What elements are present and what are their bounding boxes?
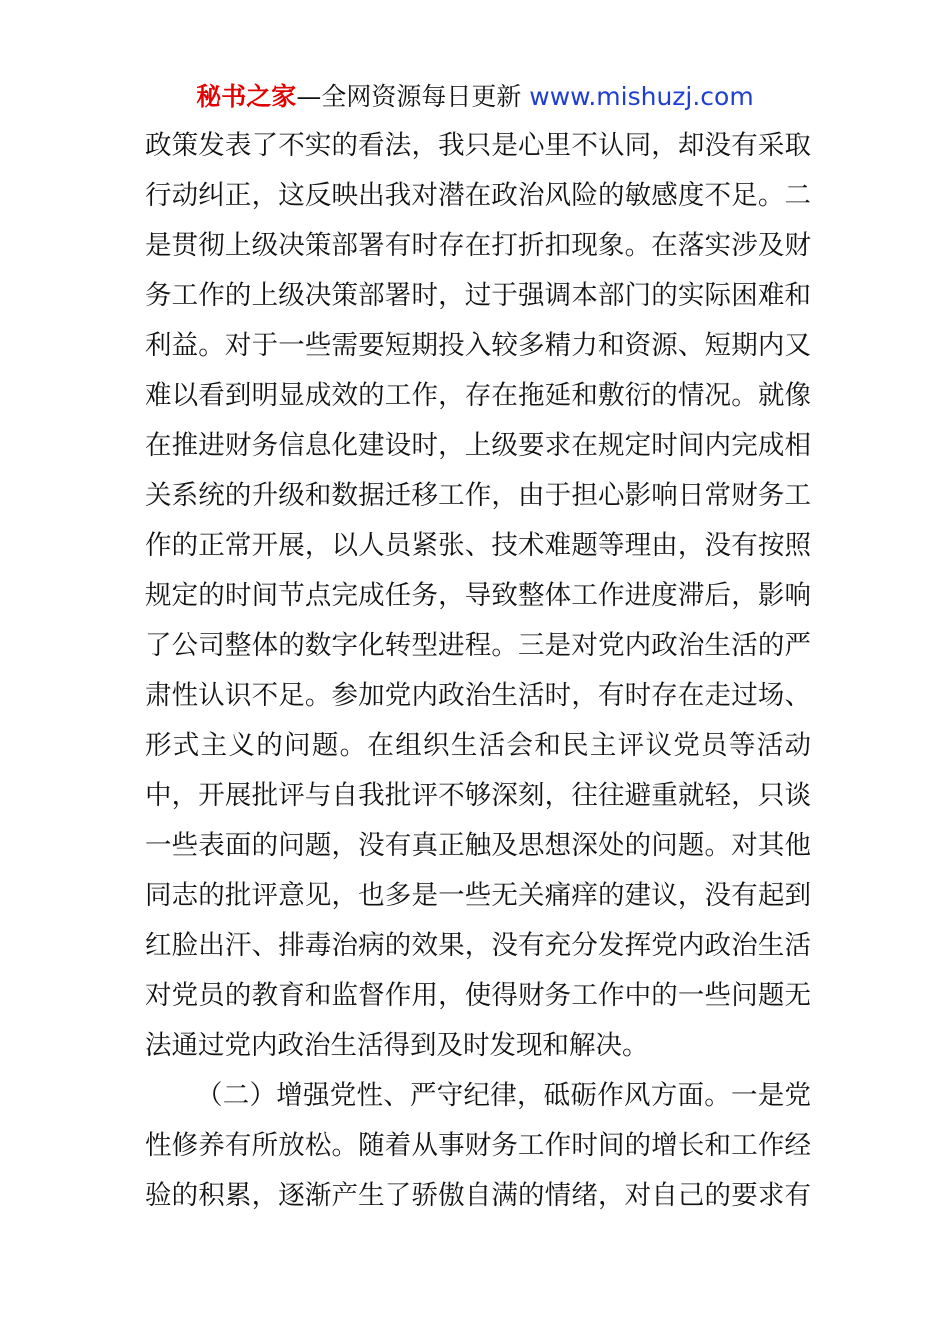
text-line: 政策发表了不实的看法，我只是心里不认同，却没有采取 <box>145 130 811 161</box>
text-line: 行动纠正，这反映出我对潜在政治风险的敏感度不足。二 <box>145 180 811 211</box>
text-line: 验的积累，逐渐产生了骄傲自满的情绪，对自己的要求有 <box>145 1180 811 1211</box>
text-line: 了公司整体的数字化转型进程。三是对党内政治生活的严 <box>145 630 811 661</box>
text-line: 是贯彻上级决策部署有时存在打折扣现象。在落实涉及财 <box>145 230 811 261</box>
text-line: 性修养有所放松。随着从事财务工作时间的增长和工作经 <box>145 1130 811 1161</box>
site-header <box>0 80 950 114</box>
text-line: 务工作的上级决策部署时，过于强调本部门的实际困难和 <box>145 280 811 311</box>
text-line: 作的正常开展，以人员紧张、技术难题等理由，没有按照 <box>145 530 811 561</box>
header-tagline: —全网资源每日更新 <box>296 82 522 111</box>
text-line: 同志的批评意见，也多是一些无关痛痒的建议，没有起到 <box>145 880 811 911</box>
text-line: 关系统的升级和数据迁移工作，由于担心影响日常财务工 <box>145 480 811 511</box>
site-url-link[interactable]: www.mishuzj.com <box>529 82 754 111</box>
brand-name: 秘书之家 <box>196 82 297 111</box>
text-line: 一些表面的问题，没有真正触及思想深处的问题。对其他 <box>145 830 811 861</box>
text-line: 在推进财务信息化建设时，上级要求在规定时间内完成相 <box>145 430 811 461</box>
document-body <box>145 121 811 1221</box>
text-line: 红脸出汗、排毒治病的效果，没有充分发挥党内政治生活 <box>145 930 811 961</box>
paragraph-end-line: 法通过党内政治生活得到及时发现和解决。 <box>145 1030 649 1061</box>
text-line: 形式主义的问题。在组织生活会和民主评议党员等活动 <box>145 730 811 761</box>
text-line: 中，开展批评与自我批评不够深刻，往往避重就轻，只谈 <box>145 780 811 811</box>
section-heading-line: （二）增强党性、严守纪律，砥砺作风方面。一是党 <box>196 1080 811 1111</box>
text-line: 利益。对于一些需要短期投入较多精力和资源、短期内又 <box>145 330 811 361</box>
text-line: 难以看到明显成效的工作，存在拖延和敷衍的情况。就像 <box>145 380 811 411</box>
text-line: 肃性认识不足。参加党内政治生活时，有时存在走过场、 <box>145 680 811 711</box>
text-line: 对党员的教育和监督作用，使得财务工作中的一些问题无 <box>145 980 811 1011</box>
text-line: 规定的时间节点完成任务，导致整体工作进度滞后，影响 <box>145 580 811 611</box>
